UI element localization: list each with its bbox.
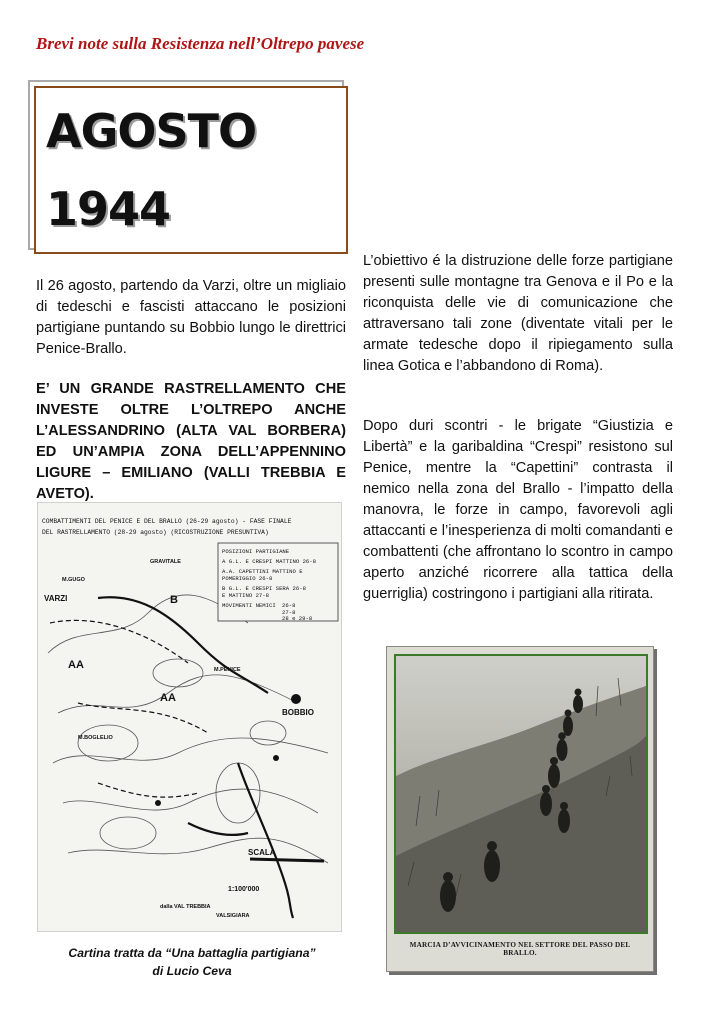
right-paragraph-battle: Dopo duri scontri - le brigate “Giustizia e Libertà” e la garibaldina “Crespi” resistono sul Penice, mentre la “Capettini” contrasta il nemico nella zona del Brallo - l’impatto della manovra, le forze in campo, favorevoli agli attaccanti e l’inesperienza di molti comandanti e combattenti (che affrontano lo scontro in campo aperto anziché ricorrere alla tattica della guerriglia) costringono i partigiani alla ritirata.: [363, 418, 673, 602]
photo-scene: [396, 656, 646, 932]
title-year: 1944: [46, 182, 171, 236]
map-title-line2: DEL RASTRELLAMENTO (28-29 agosto) (RICOSTRUZIONE PRESUNTIVA): [42, 529, 269, 536]
title-box: [34, 86, 348, 254]
map-marker-aa: AA: [68, 659, 84, 671]
map-place-varzi: VARZI: [44, 594, 68, 603]
map-legend-item: POSIZIONI PARTIGIANE: [222, 548, 290, 555]
photo-caption: MARCIA D’AVVICINAMENTO NEL SETTORE DEL PASSO DEL BRALLO.: [409, 941, 631, 957]
map-marker-aa: AA: [160, 692, 176, 704]
map-place: GRAVITALE: [150, 559, 181, 565]
page-header: Brevi note sulla Resistenza nell’Oltrepo pavese: [36, 34, 365, 53]
map-place-bobbio: BOBBIO: [282, 708, 314, 717]
battle-map-drawing: [38, 503, 341, 931]
battle-map: [37, 502, 342, 932]
map-scale-bar: [250, 859, 324, 861]
map-legend-item: 26-8: [282, 602, 296, 609]
left-bold-paragraph: E’ UN GRANDE RASTRELLAMENTO CHE INVESTE OLTRE L’OLTREPO ANCHE L’ALESSANDRINO (ALTA VAL BORBERA) ED UN’AMPIA ZONA DELL’APPENNINO LIGURE – EMILIANO (VALLI TREBBIA E AVETO).: [36, 381, 346, 502]
historic-photo-frame: [386, 646, 654, 972]
map-scale-value: 1:100'000: [228, 886, 260, 893]
right-paragraph-objective: L’obiettivo é la distruzione delle forze partigiane presenti sulle montagne tra Genova e il Po e la riconquista delle vie di comunicazione che attraversano tali zone (diventate vitali per le armate tedesche dopo il ripiegamento sulla linea Gotica e l’abbandono di Roma).: [363, 253, 673, 374]
title-month: AGOSTO: [46, 104, 257, 158]
map-marker-b: B: [170, 594, 178, 606]
map-scale-label: SCALA: [248, 848, 276, 857]
historic-photo: [394, 654, 648, 934]
map-legend-item: MOVIMENTI NEMICI: [222, 602, 276, 609]
map-place: VALSIGIARA: [216, 913, 250, 919]
map-caption-line2: di Lucio Ceva: [152, 964, 232, 978]
map-place: dalla VAL TREBBIA: [160, 904, 211, 910]
map-caption-line1: Cartina tratta da “Una battaglia partigiana”: [68, 946, 316, 960]
map-place: M.PENICE: [214, 667, 241, 673]
map-legend-item: E MATTINO 27-8: [222, 592, 269, 599]
map-legend-item: POMERIGGIO 26-8: [222, 575, 273, 582]
map-place: M.BOGLELIO: [78, 735, 113, 741]
map-legend-item: A.A. CAPETTINI MATTINO E: [222, 568, 303, 575]
map-title-line1: COMBATTIMENTI DEL PENICE E DEL BRALLO (26-29 agosto) - FASE FINALE: [42, 518, 292, 525]
map-caption: [36, 944, 348, 980]
map-place: M.GUGO: [62, 577, 85, 583]
map-legend-item: B G.L. E CRESPI SERA 26-8: [222, 585, 306, 592]
left-paragraph: Il 26 agosto, partendo da Varzi, oltre un migliaio di tedeschi e fascisti attaccano le posizioni partigiane puntando su Bobbio lungo le direttrici Penice-Brallo.: [36, 278, 346, 357]
map-legend-item: 27-8: [282, 609, 296, 616]
map-legend-item: A G.L. E CRESPI MATTINO 26-8: [222, 558, 316, 565]
map-legend-item: 28 e 29-8: [282, 615, 313, 622]
